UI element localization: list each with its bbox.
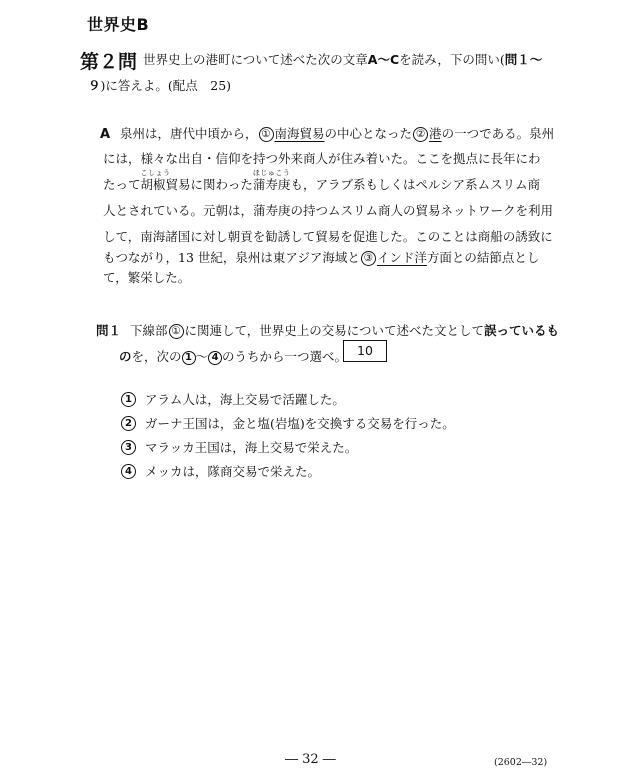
option-number: 3 [121, 440, 136, 455]
passage-text: の中心となった [324, 126, 413, 141]
ruby-base: 蒲寿庚 [252, 177, 291, 192]
page-number: ― 32 ― [285, 752, 336, 767]
question-intro-line2 [88, 76, 231, 94]
passage-text: 貿易に関わった [165, 177, 253, 192]
tilde: ～ [195, 349, 209, 364]
passage-text: も，アラブ系もしくはペルシア系ムスリム商 [290, 177, 541, 192]
underlined-term: インド洋 [376, 250, 427, 265]
passage-line [120, 127, 554, 142]
passage-text: たって [103, 177, 141, 192]
ruby-reading: こしょう [140, 169, 171, 177]
intro-question-range: ９ [88, 78, 101, 93]
emphasis-text: の [119, 349, 132, 364]
option-3 [121, 438, 357, 456]
underlined-term: 港 [429, 126, 442, 141]
sub-question-text: のうちから一つ選べ。 [222, 349, 348, 364]
option-text: アラム人は，海上交易で活躍した。 [145, 392, 345, 407]
underlined-term: 南海貿易 [274, 126, 325, 141]
choice-number: 4 [208, 351, 222, 365]
passage-line: には，様々な出自・信仰を持つ外来商人が住み着いた。ここを拠点に長年にわ [103, 151, 541, 166]
option-number: 4 [121, 464, 136, 479]
option-4 [121, 462, 320, 480]
option-text: ガーナ王国は，金と塩(岩塩)を交換する交易を行った。 [145, 416, 455, 431]
underline-ref-2: ② [413, 127, 428, 142]
intro-question-range: 問１～ [504, 52, 543, 67]
option-2 [121, 414, 455, 432]
underline-ref-1: ① [169, 324, 184, 339]
passage-line: て，繁栄した。 [103, 270, 191, 285]
passage-text: もつながり，13 世紀，泉州は東アジア海域と [103, 250, 360, 265]
option-number: 2 [121, 416, 136, 431]
intro-text: を読み，下の問い( [399, 52, 505, 67]
option-number: 1 [121, 392, 136, 407]
passage-line: して，南海諸国に対し朝貢を勧誘して貿易を促進した。このことは商船の誘致に [103, 229, 553, 244]
passage-line [103, 169, 541, 192]
passage-text: の一つである。泉州 [441, 126, 555, 141]
underline-ref-1: ① [259, 127, 274, 142]
intro-passages: A～C [367, 52, 400, 67]
ruby-base: 胡椒 [140, 177, 166, 192]
answer-box: 10 [343, 340, 387, 362]
emphasis-text: 誤っているも [484, 323, 560, 338]
ruby-reading: ほじゅこう [252, 169, 291, 177]
sub-question-line2 [119, 347, 347, 365]
passage-text: 泉州は，唐代中頃から， [120, 126, 258, 141]
choice-number: 1 [182, 351, 196, 365]
sub-question-text: 下線部 [130, 323, 168, 338]
sub-question-label: 問１ [96, 323, 122, 338]
passage-text: 方面との結節点とし [426, 250, 540, 265]
sub-question-text: を，次の [131, 349, 182, 364]
sub-question-text: に関連して，世界史上の交易について述べた文として [184, 323, 485, 338]
underline-ref-3: ③ [361, 251, 376, 266]
intro-text: 世界史上の港町について述べた次の文章 [143, 52, 368, 67]
intro-points: )に答えよ。(配点 25) [100, 78, 232, 93]
page-code: (2602―32) [494, 757, 548, 768]
question-number: 第２問 [80, 51, 138, 73]
passage-label: A [100, 127, 111, 142]
question-intro-line1 [143, 50, 542, 68]
passage-line: 人とされている。元朝は，蒲寿庚の持つムスリム商人の貿易ネットワークを利用 [103, 203, 554, 218]
option-1 [121, 390, 345, 408]
subject-title: 世界史B [87, 15, 150, 34]
sub-question-line1 [130, 321, 559, 339]
ruby-word [140, 169, 171, 192]
option-text: メッカは，隊商交易で栄えた。 [145, 464, 321, 479]
ruby-word [252, 169, 291, 192]
passage-line [103, 251, 539, 266]
option-text: マラッカ王国は，海上交易で栄えた。 [145, 440, 358, 455]
